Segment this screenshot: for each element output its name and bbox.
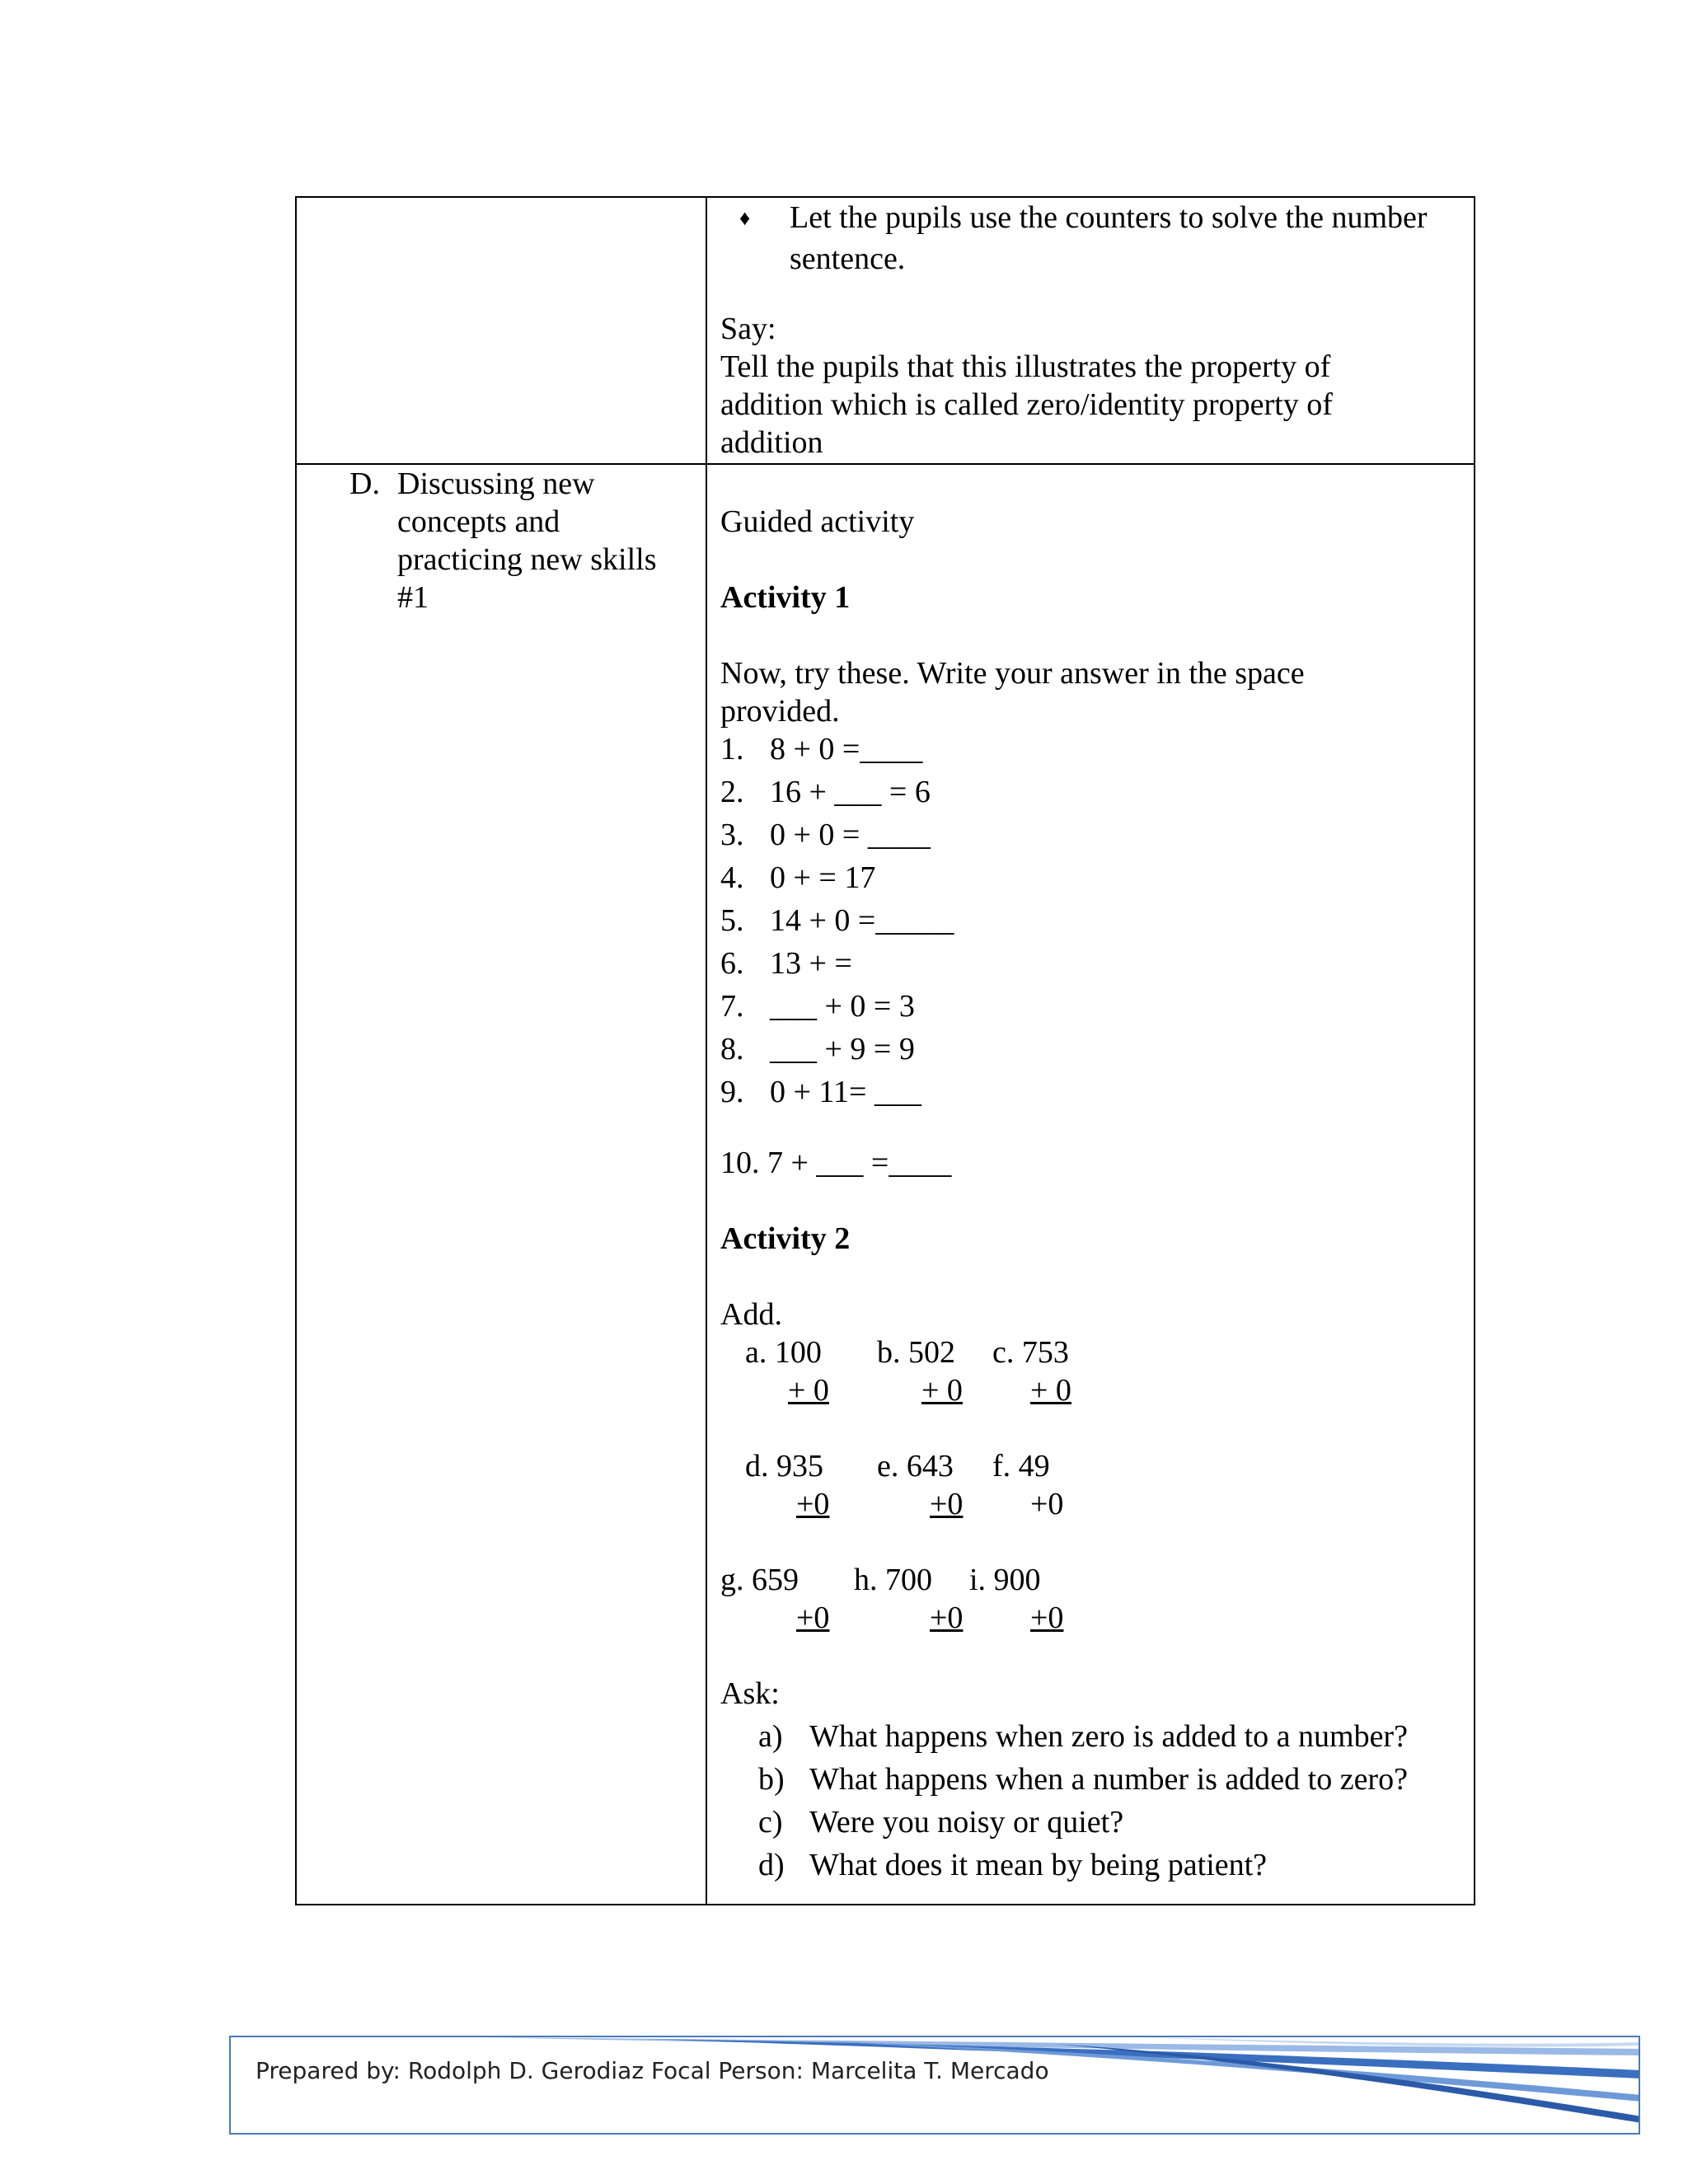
addend: f. 49	[992, 1449, 1050, 1483]
plus-zero: +0	[1030, 1487, 1064, 1521]
item-number: 4.	[720, 860, 744, 895]
item-number: 7.	[720, 989, 744, 1024]
plus-zero: + 0	[1030, 1373, 1071, 1408]
bullet-text: Let the pupils use the counters to solve the number	[790, 200, 1428, 235]
item-number: 6.	[720, 946, 744, 981]
addend: d. 935	[745, 1449, 823, 1483]
bullet-text-cont: sentence.	[790, 241, 906, 276]
addend: e. 643	[877, 1449, 954, 1483]
plus-zero: + 0	[788, 1373, 829, 1408]
item-text: 14 + 0 =_____	[770, 903, 954, 938]
plus-zero: +0	[930, 1487, 964, 1521]
addend: b. 502	[877, 1335, 955, 1370]
item-text: 16 + ___ = 6	[770, 775, 931, 809]
item-text: 8 + 0 =____	[770, 732, 923, 766]
addend: a. 100	[745, 1335, 822, 1370]
swoosh-decoration	[231, 2037, 1640, 2135]
plus-zero: + 0	[921, 1373, 963, 1408]
ask-letter: d)	[758, 1848, 785, 1882]
activity1-title: Activity 1	[720, 580, 851, 615]
item-text: 0 + 0 = ____	[770, 818, 931, 852]
ask-letter: b)	[758, 1762, 785, 1797]
addend: i. 900	[969, 1563, 1041, 1597]
say-line-3: addition	[720, 425, 823, 460]
section-line-2: concepts and	[397, 504, 560, 539]
ask-letter: c)	[758, 1805, 783, 1840]
ask-question: Were you noisy or quiet?	[809, 1805, 1124, 1840]
bullet-diamond-icon: ♦	[739, 206, 751, 230]
section-line-1: Discussing new	[397, 466, 595, 501]
item-text: 0 + 11= ___	[770, 1075, 921, 1109]
activity1-instr-2: provided.	[720, 694, 840, 729]
item-text: 13 + =	[770, 946, 852, 981]
section-letter: D.	[349, 466, 380, 501]
item-text: ___ + 0 = 3	[770, 989, 915, 1024]
item-number: 2.	[720, 775, 744, 809]
item-number: 5.	[720, 903, 744, 938]
activity1-instr-1: Now, try these. Write your answer in the space	[720, 656, 1305, 691]
item-text: 0 + = 17	[770, 860, 876, 895]
plus-zero: +0	[796, 1487, 830, 1521]
guided-activity: Guided activity	[720, 504, 915, 539]
ask-label: Ask:	[720, 1676, 780, 1711]
plus-zero: +0	[796, 1601, 830, 1635]
item-number: 8.	[720, 1032, 744, 1066]
say-line-2: addition which is called zero/identity property of	[720, 387, 1333, 422]
activity2-title: Activity 2	[720, 1221, 851, 1256]
addend: g. 659	[720, 1563, 799, 1597]
footer-text: Prepared by: Rodolph D. Gerodiaz Focal Person: Marcelita T. Mercado	[256, 2057, 1049, 2084]
item-number: 1.	[720, 732, 744, 766]
addend: c. 753	[992, 1335, 1069, 1370]
say-label: Say:	[720, 312, 776, 346]
say-line-1: Tell the pupils that this illustrates the property of	[720, 349, 1331, 384]
item-text: ___ + 9 = 9	[770, 1032, 915, 1066]
plus-zero: +0	[930, 1601, 964, 1635]
addend: h. 700	[854, 1563, 932, 1597]
column-divider	[706, 198, 707, 1904]
section-line-3: practicing new skills	[397, 542, 657, 577]
plus-zero: +0	[1030, 1601, 1064, 1635]
item-10: 10. 7 + ___ =____	[720, 1146, 952, 1180]
add-label: Add.	[720, 1297, 782, 1332]
item-number: 9.	[720, 1075, 744, 1109]
ask-question: What happens when a number is added to zero?	[809, 1762, 1408, 1797]
section-line-4: #1	[397, 580, 429, 615]
page-footer	[229, 2036, 1640, 2135]
ask-letter: a)	[758, 1719, 783, 1754]
ask-question: What does it mean by being patient?	[809, 1848, 1268, 1882]
item-number: 3.	[720, 818, 744, 852]
ask-question: What happens when zero is added to a number?	[809, 1719, 1408, 1754]
